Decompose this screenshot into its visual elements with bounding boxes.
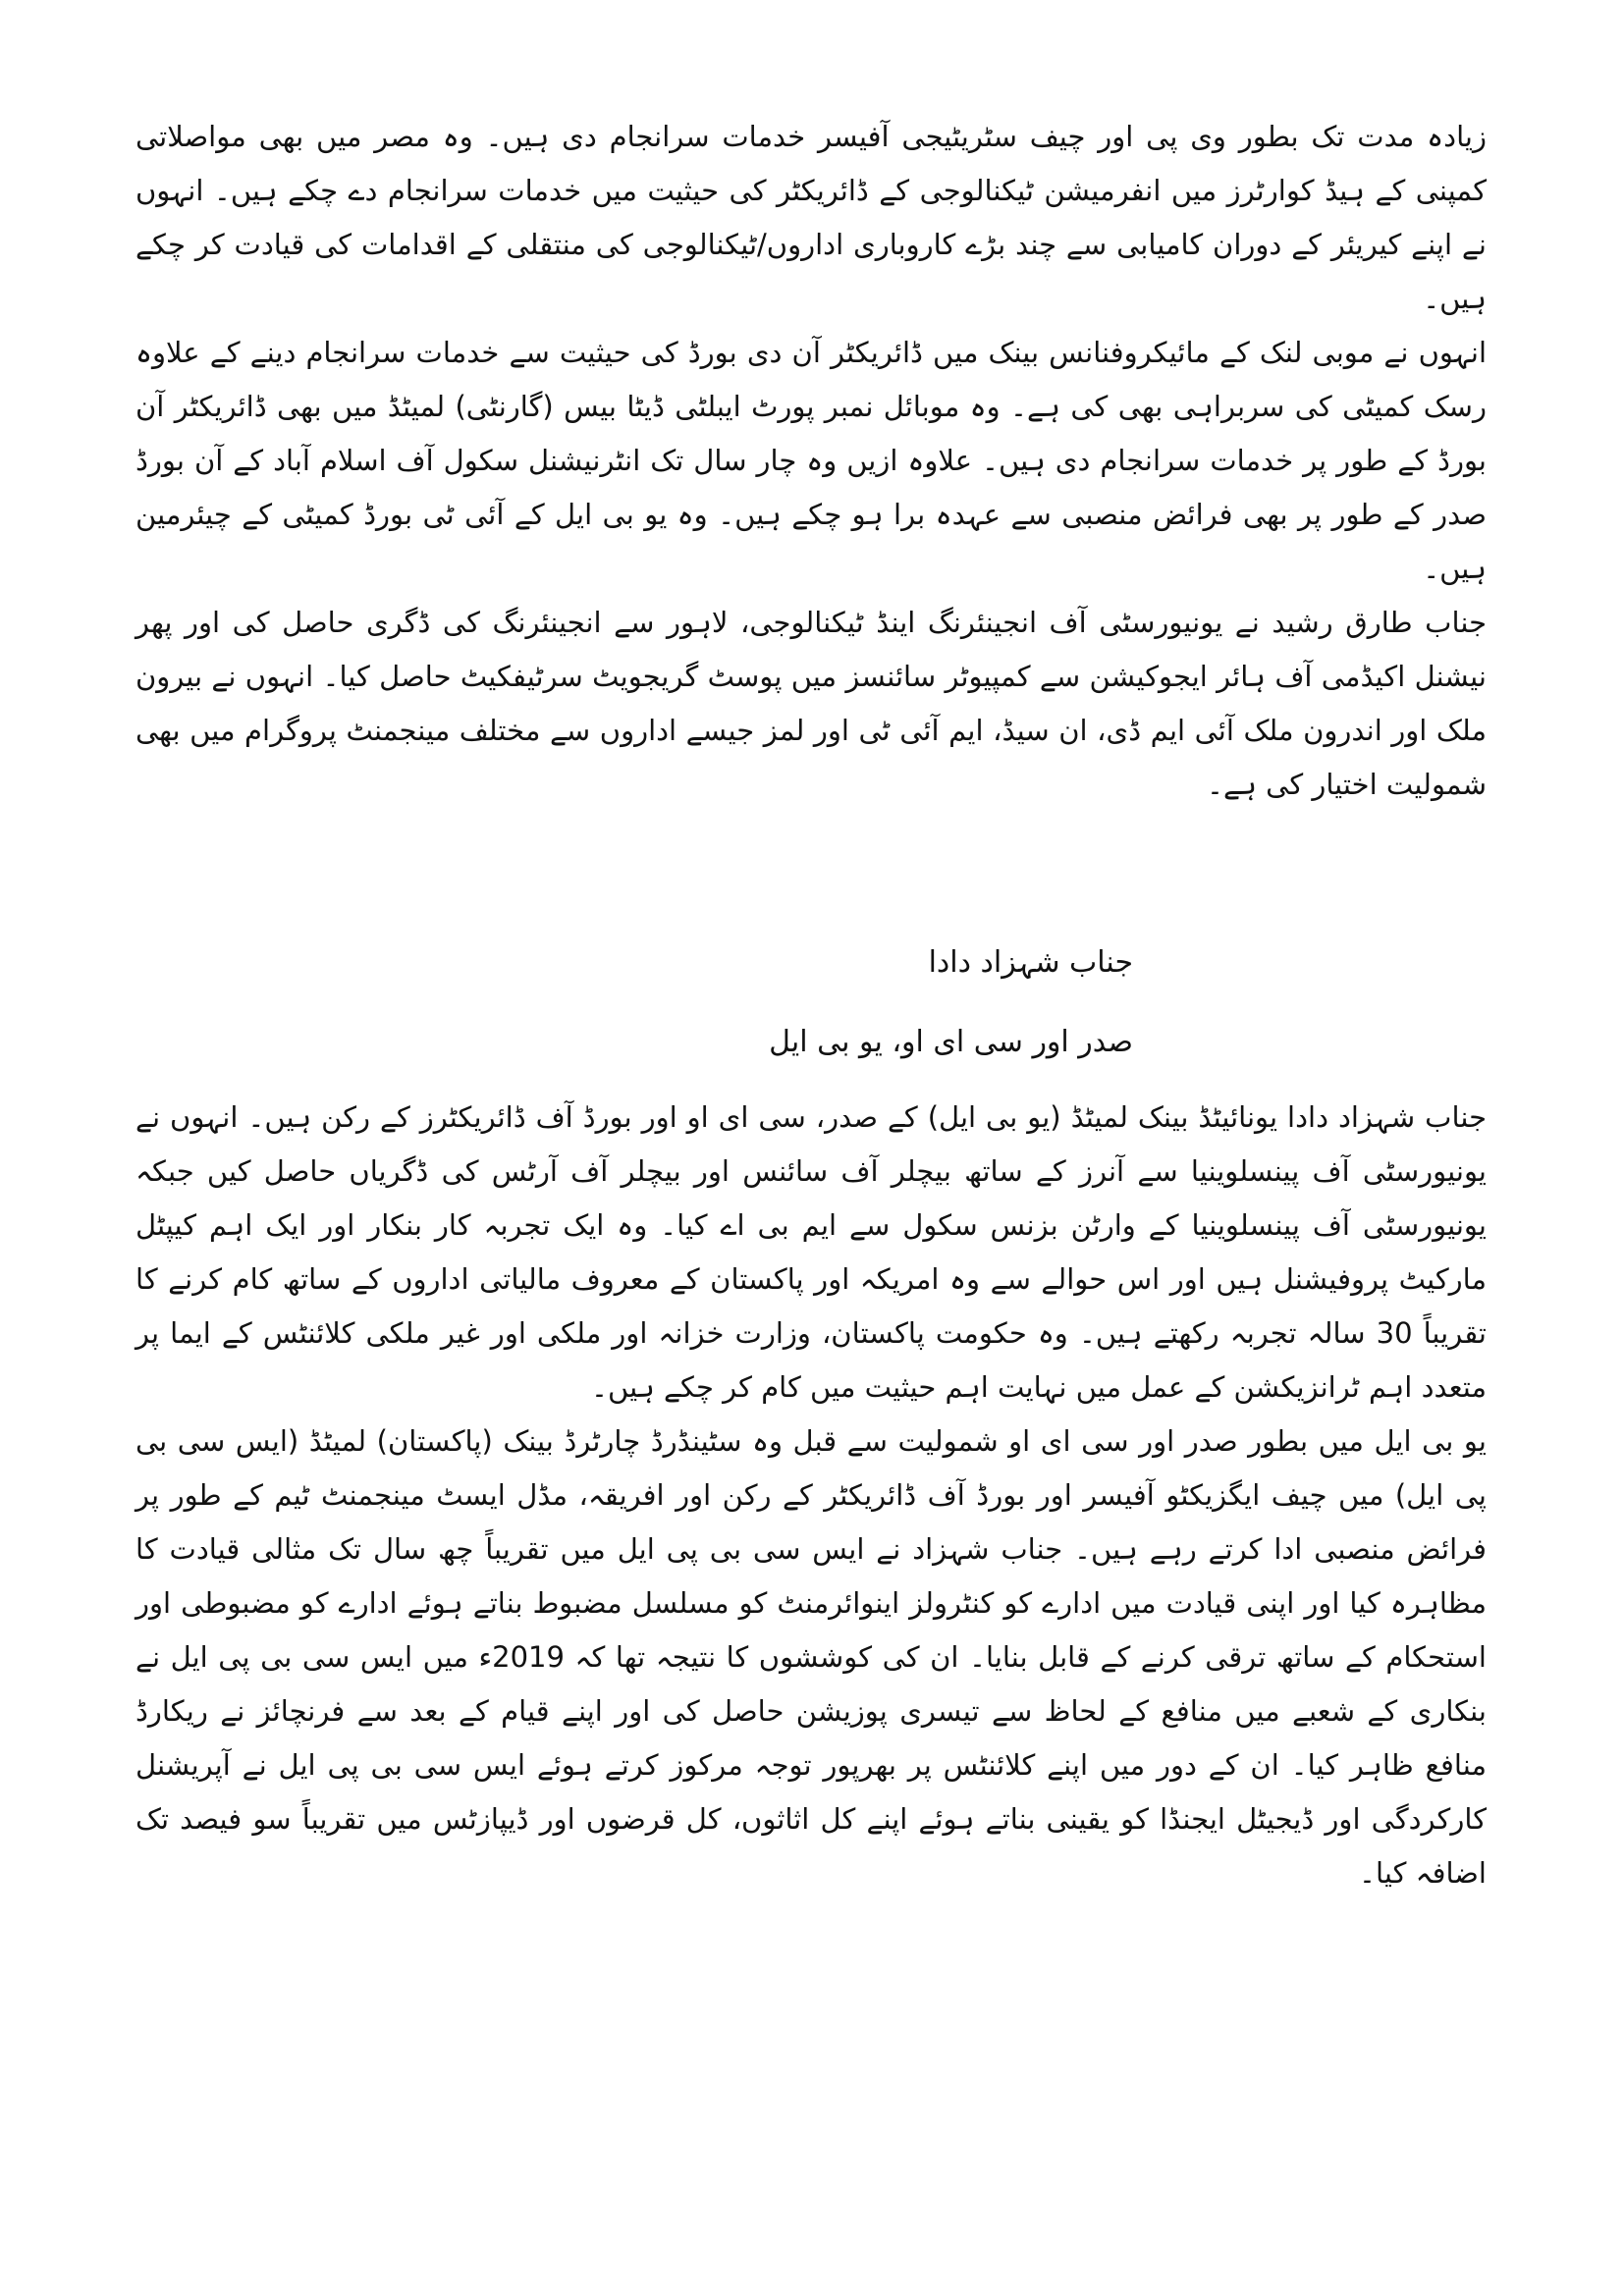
paragraph-profile-career: یو بی ایل میں بطور صدر اور سی ای او شمولیت سے قبل وہ سٹینڈرڈ چارٹرڈ بینک (پاکستان) لمیٹڈ (ایس سی بی پی ایل) میں چیف ایگزیکٹو آفیسر اور بورڈ آف ڈائریکٹر کے رکن اور افریقہ، مڈل ایسٹ مینجمنٹ ٹیم کے طور پر فرائض منصبی ادا کرتے رہے ہیں۔ جناب شہزاد نے ایس سی بی پی ایل میں تقریباً چھ سال تک مثالی قیادت کا مظاہرہ کیا اور اپنی قیادت میں ادارے کو کنٹرولز اینوائرمنٹ کو مسلسل مضبوط بناتے ہوئے ادارے کو مضبوطی اور استحکام کے ساتھ ترقی کرنے کے قابل بنایا۔ ان کی کوششوں کا نتیجہ تھا کہ 2019ء میں ایس سی بی پی ایل نے بنکاری کے شعبے میں منافع کے لحاظ سے تیسری پوزیشن حاصل کی اور اپنے قیام کے بعد سے فرنچائز نے ریکارڈ منافع ظاہر کیا۔ ان کے دور میں اپنے کلائنٹس پر بھرپور توجہ مرکوز کرتے ہوئے ایس سی بی پی ایل نے آپریشنل کارکردگی اور ڈیجیٹل ایجنڈا کو یقینی بناتے ہوئے اپنے کل اثاثوں، کل قرضوں اور ڈیپازٹس میں تقریباً سو فیصد تک اضافہ کیا۔ bbox=[135, 1424, 1487, 1890]
paragraph-education: جناب طارق رشید نے یونیورسٹی آف انجینئرنگ اینڈ ٹیکنالوجی، لاہور سے انجینئرنگ کی ڈگری حاصل کی اور پھر نیشنل اکیڈمی آف ہائر ایجوکیشن سے کمپیوٹر سائنسز میں پوسٹ گریجویٹ سرٹیفکیٹ حاصل کیا۔ انہوں نے بیرون ملک اور اندرون ملک آئی ایم ڈی، ان سیڈ، ایم آئی ٹی اور لمز جیسے اداروں سے مختلف مینجمنٹ پروگرام میں بھی شمولیت اختیار کی ہے۔ bbox=[135, 606, 1487, 801]
paragraph-career-overview: زیادہ مدت تک بطور وی پی اور چیف سٹریٹیجی آفیسر خدمات سرانجام دی ہیں۔ وہ مصر میں بھی مواصلاتی کمپنی کے ہیڈ کوارٹرز میں انفرمیشن ٹیکنالوجی کے ڈائریکٹر کی حیثیت میں خدمات سرانجام دے چکے ہیں۔ انہوں نے اپنے کیریئر کے دوران کامیابی سے چند بڑے کاروباری اداروں/ٹیکنالوجی کی منتقلی کے اقدامات کی قیادت کر چکے ہیں۔ bbox=[135, 120, 1487, 315]
section-spacer bbox=[135, 812, 1487, 935]
document-body bbox=[135, 110, 1487, 1900]
paragraph-profile-intro: جناب شہزاد دادا یونائیٹڈ بینک لمیٹڈ (یو بی ایل) کے صدر، سی ای او اور بورڈ آف ڈائریکٹرز کے رکن ہیں۔ انہوں نے یونیورسٹی آف پینسلوینیا سے آنرز کے ساتھ بیچلر آف سائنس اور بیچلر آف آرٹس کی ڈگریاں حاصل کیں جبکہ یونیورسٹی آف پینسلوینیا کے وارٹن بزنس سکول سے ایم بی اے کیا۔ وہ ایک تجربہ کار بنکار اور ایک اہم کیپٹل مارکیٹ پروفیشنل ہیں اور اس حوالے سے وہ امریکہ اور پاکستان کے معروف مالیاتی اداروں کے ساتھ کام کرنے کا تقریباً 30 سالہ تجربہ رکھتے ہیں۔ وہ حکومت پاکستان، وزارت خزانہ اور ملکی اور غیر ملکی کلائنٹس کے ایما پر متعدد اہم ٹرانزیکشن کے عمل میں نہایت اہم حیثیت میں کام کر چکے ہیں۔ bbox=[135, 1100, 1488, 1404]
paragraph-board-roles: انہوں نے موبی لنک کے مائیکروفنانس بینک میں ڈائریکٹر آن دی بورڈ کی حیثیت سے خدمات سرانجام دینے کے علاوہ رسک کمیٹی کی سربراہی بھی کی ہے۔ وہ موبائل نمبر پورٹ ایبلٹی ڈیٹا بیس (گارنٹی) لمیٹڈ میں بھی ڈائریکٹر آن بورڈ کے طور پر خدمات سرانجام دی ہیں۔ علاوہ ازیں وہ چار سال تک انٹرنیشنل سکول آف اسلام آباد کے آن بورڈ صدر کے طور پر بھی فرائض منصبی سے عہدہ برا ہو چکے ہیں۔ وہ یو بی ایل کے آئی ٹی بورڈ کمیٹی کے چیئرمین ہیں۔ bbox=[135, 336, 1487, 585]
profile-name: جناب شہزاد دادا bbox=[928, 945, 1133, 980]
profile-title: صدر اور سی ای او، یو بی ایل bbox=[769, 1025, 1133, 1059]
